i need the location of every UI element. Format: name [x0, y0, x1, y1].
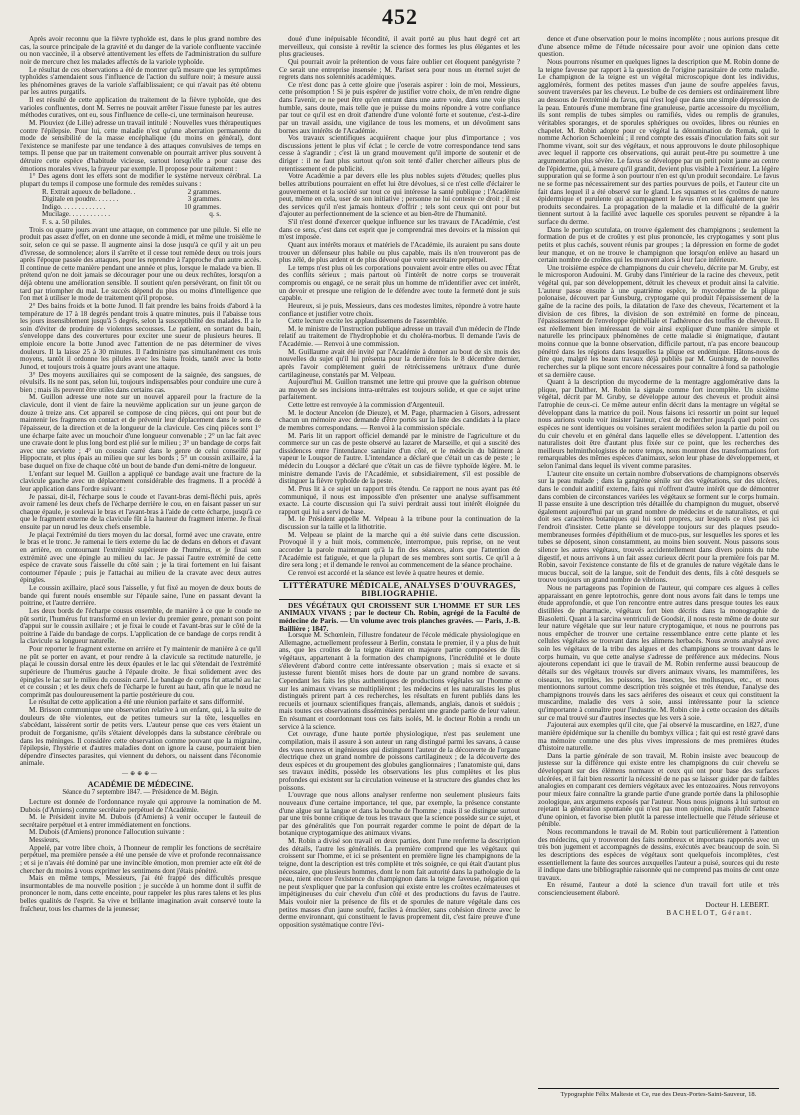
manager-signature: BACHELOT, Gérant.: [666, 909, 753, 918]
paragraph: M. le docteur Ancelon (de Dieuze), et M. Page, pharmacien à Gisors, adressent chacun un mémoire avec demande d'être portés sur la liste des candidats à la place de membres correspondans. — Renvoi à la commission spéciale.: [279, 408, 520, 432]
paragraph: Ce renvoi est accordé et la séance est levée à quatre heures et demie.: [288, 568, 484, 577]
paragraph: Les deux bords de l'écharpe cousus ensemble, de manière à ce que le coude ne pût sortir, l'humérus fut transformé en un levier du premier genre, prenant son point d'appui sur le coussin axillaire ; et je fixai le coude et l'avant-bras sur le côté de la poitrine à l'aide du bandage de corps. L'application de ce bandage de corps rendit à la clavicule sa longueur naturelle.: [20, 606, 261, 646]
paragraph: Quant à la description du mycoderme de la mentagre agglomérative dans la plique, par Dalther, M. Robin la signale comme fort incomplète. Un sixième végétal, décrit par M. Gruby, se développe autour des cheveux et produit ainsi l'atrophie de ceux-ci. Ce même auteur enfin décrit dans la mentagre un végétal se développant dans la matrice du poil. Nous faisons ici ressortir un point sur lequel nous aurions voulu voir insister l'auteur, c'est de rechercher jusqu'à quel point ces espèces ne sont identiques ou voisines seraient modifiées selon la partie du poil ou du cuir chevelu et en général dans laquelle elles se développent. L'attention des naturalistes doit être d'autant plus fixée sur ce point, que les recherches des meilleurs helminthologistes de notre temps, nous montrent des transformations fort remarquables des mêmes espèces d'animaux, selon leur phase de développement, et selon l'animal dans lequel ils vivent comme parasites.: [538, 378, 779, 470]
paragraph: S'il n'est donné d'exercer quelque influence sur les travaux de l'Académie, c'est dans ce sens, c'est dans cet esprit que je comprendrai mes devoirs et la mission qui m'est imposée.: [279, 218, 520, 242]
literature-section-banner: LITTÉRATURE MÉDICALE, ANALYSES D'OUVRAGES, BIBLIOGRAPHIE.: [279, 580, 520, 599]
column-1: [20, 36, 261, 1100]
paragraph: Heureux, si je puis, Messieurs, dans ces modestes limites, répondre à votre haute confiance et justifier votre choix.: [279, 301, 520, 318]
ingredient: Mucilage. . . . . . . . . . . .: [42, 210, 111, 219]
paragraph: Je passai, dit-il, l'écharpe sous le coude et l'avant-bras demi-fléchi puis, après avoir ramené les deux chefs de l'écharpe derrière le cou, en en faisant passer un sur chaque épaule, je soulevai le bras et l'avant-bras à l'aide de cette écharpe, jusqu'à ce que le fragment externe de la clavicule fût à la hauteur du fragment interne. Je fixai ensuite par un nœud les deux chefs ensemble.: [20, 492, 261, 531]
paragraph: M. le ministre de l'instruction publique adresse un travail d'un médecin de l'Inde relatif au traitement de l'hydrophobie et du choléra-morbus. Il demande l'avis de l'Académie. — Renvoi à une commission.: [279, 324, 520, 348]
paragraph: M. Guillaume avait été invité par l'Académie à donner au bout de six mois des nouvelles du sujet qu'il lui présenta pour la dernière fois le 8 décembre dernier, après l'avoir complètement guéri de rétrécissemens urétraux d'une durée cartilagineuse, constatés par M. Velpeau.: [279, 347, 520, 379]
paragraph: M. le Président invite M. Dubois (d'Amiens) à venir occuper le fauteuil de secrétaire perpétuel et à entrer immédiatement en fonctions.: [20, 813, 261, 829]
paragraph: Le résultat de ces observations a été de montrer qu'à mesure que les symptômes typhoïdes s'amendaient sous l'influence de l'action du sulfure noir; à mesure aussi les phénomènes graves de la variole s'affaiblissaient; ce qui n'avait pas été obtenu par les autres purgatifs.: [20, 65, 261, 97]
paragraph: Lecture est donnée de l'ordonnance royale qui approuve la nomination de M. Dubois (d'Amiens) comme secrétaire perpétuel de l'Académie.: [20, 797, 261, 814]
paragraph: Nous pourrons résumer en quelques lignes la description que M. Robin donne de la teigne faveuse par rapport à la question de l'origine parasitaire de cette maladie. Le champignon de la teigne est un végétal microscopique dont les individus, agglomérés, forment des petites masses d'un jaune de soufre appelées favus, souvent traversées par les cheveux. Le bulbe de ces derniers est ordinairement libre au dessous de l'extrémité du favus, qui n'est logé que dans une simple dépression de la peau. Entourés d'une membrane fine granuleuse, partie accessoire du mycélium, ils sont remplis de tubes simples ou ramifiés, vides ou remplis de granules, véritables sporanges, et de sporules sphériques ou ovoïdes, libres ou réunies en chapelet. M. Robin adopte pour ce végétal la dénomination de Remak, qui le nomme Achorion Schoenleini ; il rend compte des essais d'inoculation faits soit sur l'homme vivant, soit sur des végétaux, et nous approuvons le doute philosophique avec lequel il rapporte ces observations, qui aurait peut-être pu soumettre à une argumentation plus sévère. Le favus se développe par un petit point jaune au centre de l'épiderme, qui, à mesure qu'il grandit, devient plus visible à l'extérieur. La légère suppuration qui se forme à son pourtour n'en est qu'un produit secondaire. Le favus ne se forme pas nécessairement sur des parties pourvues de poils, et l'auteur cite un fait dans lequel il a été observé sur le gland. Les squames et les croûtes de nature épidermique et purulente qui accompagnent le favus n'en sont également que les produits secondaires. La propagation de la maladie et la difficulté de la guérir tiennent surtout à la facilité avec laquelle ces sporules peuvent se répandre à la surface du derme.: [538, 57, 779, 226]
paragraph: Mais en même temps, Messieurs, j'ai été frappé des difficultés presque insurmontables de ma nouvelle position ; je succède à un homme dont il suffit de prononcer le nom, dans cette enceinte, pour rappeler les plus rares talens et les plus belles qualités de l'esprit. Sa vive et brillante imagination avait conservé toute la fraîcheur, tous les charmes de la jeunesse;: [20, 874, 261, 913]
paragraph: dence et d'une observation pour le moins incomplète ; nous aurions presque dit d'une absence même de l'étude nécessaire pour avoir une opinion dans cette question.: [538, 36, 779, 59]
paragraph: Dans la partie générale de son travail, M. Robin insiste avec beaucoup de justesse sur la différence qui existe entre les champignons du cuir chevelu se développant sur des élémens normaux et ceux qui ont pour base des surfaces ulcérées, et il fait bien ressortir la nécessité de ne pas se laisser guider par de faibles analogies en comparant ces derniers végétaux avec les entozoaires. Nous renvoyons pour mieux faire connaître la grande partie d'une grande portée dans la philosophie zoologique, aux argumens exposés par l'auteur. Nous nous joignons à lui surtout en rejetant la génération spontanée qui n'est pas mon opinion, mais plutôt l'absence d'une opinion, et favorise bien plutôt la paresse intellectuelle que l'étude sérieuse et pénible.: [538, 751, 779, 829]
paragraph: M. le Président appelle M. Velpeau à la tribune pour la continuation de la discussion sur la taille et la lithotritie.: [279, 515, 520, 531]
paragraph: Aujourd'hui M. Guillon transmet une lettre qui prouve que la guérison obtenue au moyen de ses incisions intra-urétrales est toujours solide, et que ce sujet urine parfaitement.: [279, 378, 520, 402]
paragraph: Pour reporter le fragment externe en arrière et l'y maintenir de manière à ce qu'il ne pût se porter en avant, et pour rendre à la clavicule sa rectitude naturelle, je plaçai le coussin dorsal entre les deux épaules et le lac qui s'étendait de l'extrémité supérieure de l'humérus gauche à l'épaule droite. Je fixai solidement avec des épingles le lac sur le milieu du coussin carré. Le bandage de corps fut attaché au lac et ce coussin ; et les deux chefs de l'écharpe le furent au haut, afin que le nœud ne comprimât pas douloureusement la partie postérieure du cou.: [20, 645, 261, 699]
paragraph: Vos travaux scientifiques acquièrent chaque jour plus d'importance ; vos discussions jettent le plus vif éclat ; le cercle de votre correspondance tend sans cesse à s'agrandir ; c'est là un grand mouvement qu'il importe de soutenir et de diriger : il ne faut plus surtout qu'on soit tenté d'aller chercher ailleurs plus de retentissement et de publicité.: [279, 134, 520, 173]
paragraph: Il est résulté de cette application du traitement de la fièvre typhoïde, que des varioles confluentes, dont M. Serres ne pouvait arrêter l'issue funeste par les autres méthodes curatives, ont eu, sous l'influence de celle-ci, une terminaison heureuse.: [20, 96, 261, 120]
paragraph: 1° Des agens dont les effets sont de modifier le système nerveux cérébral. La plupart du temps il compose une formule des remèdes suivans :: [20, 172, 261, 188]
paragraph: M. Paris lit un rapport officiel demandé par le ministre de l'agriculture et du commerce sur un cas de peste observé au lazaret de Marseille, et qui a suscité des dissidences entre l'intendance sanitaire d'un côté, et le médecin du bâtiment à vapeur le Louqsor de l'autre. L'intendance a déclaré que c'était un cas de peste ; le médecin du Louqsor a déclaré que c'était un cas de fièvre typhoïde légère. M. le ministre demande l'avis de l'Académie, et subsidiairement, s'il est possible de distinguer la fièvre typhoïde de la peste.: [279, 431, 520, 486]
paragraph: En résumé, l'auteur a doté la science d'un travail fort utile et très consciencieusement élaboré.: [538, 881, 779, 897]
paragraph: M. Guillon adresse une note sur un nouvel appareil pour la fracture de la clavicule, dont il vient de faire la neuvième application sur un jeune garçon de douze à treize ans. Cet appareil se compose de cinq pièces, qui ont pour but de maintenir les fragmens en contact et de prévenir leur déplacement dans le sens de l'épaisseur, de la direction et de la longueur de la clavicule. Ces cinq pièces sont 1° une écharpe faite avec un mouchoir d'une longueur convenable ; 2° un lac fait avec une cravate dont le plus long bord est plié sur le milieu ; 3° un bandage de corps fait avec une serviette ; 4° un coussin carré dans le genre de celui conseillé par Hippocrate, et plus épais au milieu que sur les bords ; 5° un coussin axillaire, à la base duquel on fixe de chaque côté un bout de bande d'un demi-mètre de longueur.: [20, 393, 261, 470]
ingredient: R. Extrait aqueux de belladone. .: [42, 187, 136, 196]
paragraph: J'ajouterai aux exemples qu'il cite, que j'ai observé la muscardine, en 1827, d'une manière épidémique sur la chenille du bombyx villica ; fait qui est resté gravé dans ma mémoire comme une des plus vives impressions de mes premières études d'histoire naturelle.: [538, 721, 779, 753]
section-separator: —⊕⊕⊕—: [121, 771, 160, 777]
paragraph: L'ouvrage que nous allons analyser renferme non seulement plusieurs faits nouveaux d'une certaine importance, tel que, par exemple, la présence constante d'une algue sur la langue et dans la bouche de l'homme ; mais il se distingue surtout par une très bonne critique de tous les travaux que la science possède sur ce sujet, et par des généralités que l'on pourrait regarder comme le point de départ de la botanique cryptogamique des animaux vivans.: [279, 791, 520, 838]
paragraph: M. Dubois (d'Amiens) prononce l'allocution suivante :: [29, 828, 185, 837]
paragraph: Le résultat de cette application a été une réunion parfaite et sans difformité.: [29, 698, 245, 707]
dose: q. s.: [209, 210, 221, 219]
paragraph: Votre Académie a par devers elle les plus nobles sujets d'études; quelles plus belles attributions pourraient en effet lui être dévolues, si ce n'est celle d'éclairer le gouvernement et la société sur tout ce qui intéresse la santé publique ; l'Académie peut, même en cela, user de son initiative ; personne ne lui conteste ce droit ; il est des services qu'il n'est jamais honteux d'offrir ; tels sont ceux qui ont pour but d'ajouter au perfectionnement de la science et au bien-être de l'humanité.: [279, 172, 520, 219]
section-subtitle: Séance du 7 septembre 1847. — Présidence de M. Bégin.: [62, 789, 219, 797]
paragraph: M. Prus lit à ce sujet un rapport très étendu. Ce rapport ne nous ayant pas été communiqué, il nous est impossible d'en présenter une analyse suffisamment exacte. La courte discussion qui l'a suivi perdrait aussi tout intérêt éloignée du rapport qui lui a servi de base.: [279, 484, 520, 516]
paragraph: Nous recommandons le travail de M. Robin tout particulièrement à l'attention des médecins, qui y trouveront des faits nombreux et importans rapportés avec un très bon jugement et accompagnés de dessins, exécutés avec beaucoup de soin. Si les descriptions des espèces de végétaux sont quelquefois incomplètes, c'est essentiellement la faute des sources auxquelles l'auteur a puisé, sources qui du reste il indique dans une bibliographie raisonnée qui ne comprend pas moins de cent onze travaux.: [538, 828, 779, 882]
paragraph: Dans le porrigo scutulata, on trouve également des champignons ; seulement la formation de pus et de croûtes y est plus prononcée, les cryptogames y sont plus petits et plus cachés, souvent réunis par groupes ; la dépression en forme de godet leur manque, et on ne trouve le champignon que lorsqu'on enlève au hasard un certain nombre de croûtes qui les mouvent alors à leur face inférieure.: [538, 225, 779, 265]
paragraph: Qui pourrait avoir la prétention de vous faire oublier cet éloquent panégyriste ? Ce serait une entreprise insensée ; M. Pariset sera pour nous un éternel sujet de regrets dans nos solennités académiques.: [279, 57, 520, 82]
paragraph: 3° Des moyens auxiliaires qui se composent de la saignée, des sangsues, de révulsifs. Ils ne sont pas, selon lui, toujours indispensables pour conduire une cure à bien ; mais ils peuvent être utiles dans certains cas.: [20, 370, 261, 394]
paragraph: M. Velpeau se plaint de la marche qui a été suivie dans cette discussion. Provoqué il y a huit mois, commencée, interrompue, puis reprise, on ne veut accorder la parole maintenant qu'à la fin des séances, alors que l'attention de l'Académie est fatiguée, et que la plupart de ses membres sont sortis. Ce qu'il a à dire sera long ; et il demande le renvoi au commencement de la séance prochaine.: [279, 530, 520, 570]
paragraph: 2° Des bains froids et la botte Junod. Il fait prendre les bains froids d'abord à la température de 17 à 18 degrés pendant trois à quatre minutes, puis il l'abaisse tous les jours insensiblement jusqu'à 5 degrés, selon la susceptibilité des malades. Il a le soin d'éviter de produire de violentes secousses. Le patient, en sortant du bain, s'enveloppe dans des couvertures pour exciter une sueur de plusieurs heures. Il emploie encore la botte Junod avec l'attention de ne pas déterminer de vives douleurs. Il la laisse 25 à 30 minutes. Il l'administre pas simultanément ces trois moyens, tantôt il ordonne les pilules avec les bains froids, tantôt avec la botte Junod, et toujours trois à quatre jours avant une attaque.: [20, 301, 261, 371]
author-signature: Docteur H. LEBERT.: [705, 899, 769, 909]
paragraph: M. Robin a divisé son travail en deux parties, dont l'une renferme la description des détails, l'autre les généralités. La première comprend que les végétaux qui croissent sur l'homme, et ici se présentent en première ligne les champignons de la teigne, dont la description est très complète et très soignée, ce qui était d'autant plus nécessaire, que plusieurs hommes, dont le nom fait autorité dans la pathologie de la peau, nient encore l'existence du champignon dans la teigne faveuse, négation qui ne peut s'expliquer que par la confusion qui existe entre les croûtes eczémateuses et impétigineuses du cuir chevelu d'un côté et des productions du favus de l'autre. Mais vouloir nier la présence de fils et de sporules de nature végétale dans ces petites masses d'un jaune soufré, faciles à énucléer, sans cohésion directe avec le derme environnant, qui constituent le favus proprement dit, c'est faire preuve d'une opposition systématique contre l'évi-: [279, 837, 520, 929]
paragraph: Le temps n'est plus où les corporations pouvaient avoir entre elles ou avec l'État des conflits sérieux ; mais partout où l'intérêt de notre corps se trouverait compromis ou engagé, ce ne serait plus un homme de m'identifier avec cet intérêt, un devoir et presque une religion de le défendre avec toute la fermeté dont je suis capable.: [279, 263, 520, 303]
ingredient: Digitale en poudre. . . . . . .: [42, 195, 119, 204]
paragraph: Cette lettre est renvoyée à la commission d'Argenteuil.: [288, 401, 445, 409]
paragraph: Après avoir reconnu que la fièvre typhoïde est, dans le plus grand nombre des cas, la source principale de la gravité et du danger de la variole confluente vaccinée ou non vaccinée, il a observé attentivement les effets de l'administration du sulfure noir de mercure chez les malades affectés de la variole typhoïde.: [20, 36, 261, 66]
dose: 2 grammes.: [187, 187, 221, 196]
printer-footer: Typographie Félix Malteste et Ce, rue des Deux-Portes-Saint-Sauveur, 18.: [538, 1088, 779, 1098]
paragraph: Lorsque M. Schœnlein, l'illustre fondateur de l'école médicale physiologique en Allemagne, actuellement professeur à Berlin, constata le premier, il y a plus de huit ans, que les croûtes de la teigne étaient en majeure partie composées de fils végétaux, appartenant à la formation des champignons, l'incrédulité et le doute s'élevèrent d'abord contre cette intéressante observation ; mais si exacte et si justesse furent bientôt mises hors de doute par un grand nombre de savans. Cependant les faits les plus authentiques de productions végétales sur l'homme et sur les animaux vivans se multiplièrent ; les médecins et les naturalistes les plus distingués prirent part à ces recherches, les résultats en furent publiés dans les recueils et journaux scientifiques français, allemands, anglais, danois et suédois ; mais toutes ces observations disséminées perdaient une grande partie de leur valeur. En résumant et coordonnant tous ces faits isolés, M. le docteur Robin a rendu un service à la science.: [279, 631, 520, 731]
paragraph: Je plaçai l'extrémité du tiers moyen du lac dorsal, formé avec une cravate, entre le bras et le tronc. Je ramenai le tiers externe du lac de dedans en dehors et d'avant en arrière, en contournant l'extrémité supérieure de l'humérus, et je fixai son extrémité avec une épingle au milieu du lac. Je passai l'autre extrémité de cette espèce de cravate sous l'aisselle du côté sain ; je la tirai fortement en lui faisant contourner l'épaule ; puis je l'attachai au milieu de la cravate avec deux autres épingles.: [20, 530, 261, 585]
paragraph: Appelé, par votre libre choix, à l'honneur de remplir les fonctions de secrétaire perpétuel, ma première pensée a été une pensée de vive et profonde reconnaissance ; et si je n'avais été dominé par une invincible émotion, mon premier acte eût été de chercher du moins à vous exprimer les sentimens dont j'étais pénétré.: [20, 843, 261, 875]
ingredient: F. s. a. 50 pilules.: [42, 218, 92, 226]
paragraph: Cette lecture excite les applaudissemens de l'assemblée.: [288, 317, 448, 326]
paragraph: Quant aux intérêts moraux et matériels de l'Académie, ils auraient pu sans doute trouver un défenseur plus habile ou plus capable, mais ils n'en trouveront pas de plus zélé, de plus ardent et de plus dévoué que votre secrétaire perpétuel.: [279, 240, 520, 265]
section-title: ACADÉMIE DE MÉDECINE.: [87, 779, 194, 789]
ingredient: Indigo. . . . . . . . . . . . .: [42, 202, 106, 211]
paragraph: Ce n'est donc pas à cette gloire que j'oserais aspirer : loin de moi, Messieurs, cette présomption ! Si je puis espérer de justifier votre choix, de m'en rendre digne dans l'avenir, ce ne peut être qu'en entrant dans une autre voie, dans une voie plus humble, sans doute, mais telle que je puisse du moins répondre à votre confiance par tout ce qu'il est en droit d'attendre d'une volonté forte et soutenue, c'est-à-dire par un travail assidu, une vigilance de tous les momens, et un dévoûment sans bornes aux intérêts de l'Académie.: [279, 80, 520, 135]
paragraph: Une troisième espèce de champignons du cuir chevelu, décrite par M. Gruby, est le microsporon Audouini. M. Gruby dans l'intérieur de la racine des cheveux, petit végétal qui, par son développement, détruit les cheveux et produit ainsi la calvitie. L'auteur passe ensuite à une quatrième espèce, le mycoderme de la plique polonaise, découvert par Gunsburg, cryptogame qui produit l'épaississement de la gaîne de la racine des poils, la dilatation de l'axe des cheveux, l'écartement et la division de ces fibres, la division de son extrémité en forme de pinceau, l'épaississement de l'enveloppe épithéliale et l'adhérence des touffes de cheveux. Il est réellement bien intéressant de voir ainsi expliquer d'une manière simple et naturelle les principaux phénomènes de cette maladie si énigmatique, d'autant moins connue que la bonne observation, difficile partout, n'a pas encore beaucoup pénétré dans les régions dans lesquelles la plique est endémique. Hâtons-nous de dire que, malgré les beaux travaux déjà publiés par M. Gunsburg, de nouvelles recherches sur la plique sont encore nécessaires pour connaître à fond sa pathologie et sa dernière cause.: [538, 263, 779, 379]
book-reference: DES VÉGÉTAUX QUI CROISSENT SUR L'HOMME ET SUR LES ANIMAUX VIVANS ; par le docteur Ch. Robin, agrégé de la Faculté de médecine de Paris. — Un volume avec trois planches gravées. — Paris, J.-B. Baillière ; 1847.: [279, 600, 520, 633]
column-3: [538, 36, 779, 1084]
paragraph: M. Brisson communique une observation relative à un enfant, qui, à la suite de douleurs de tête violentes, eut de petites tumeurs sur la tête, lesquelles en s'abcédant, laissèrent sortir de petits vers. L'auteur pense que ces vers étaient un produit de l'organisme, qu'ils s'étaient développés dans la substance cérébrale ou dans les méninges. Il considère cette observation comme pouvant que la migraine, l'épilepsie, l'hystérie et d'autres maladies dont on ignore la cause, pourraient bien dépendre d'insectes parasites, qui viennent du dehors, ou naissent dans l'économie animale.: [20, 706, 261, 768]
dose: 10 grammes.: [184, 202, 221, 211]
paragraph: Le coussin axillaire, placé sous l'aisselle, y fut fixé au moyen de deux bouts de bande qui furent noués ensemble sur l'épaule saine, l'une en passant devant la poitrine, et l'autre derrière.: [20, 584, 261, 608]
paragraph: Trois ou quatre jours avant une attaque, on commence par une pilule. Si elle ne produit pas assez d'effet, on en donne une seconde à midi, et même une troisième le soir, selon ce qui se passe. Il augmente ainsi la dose jusqu'à ce qu'il y ait un peu d'ivresse, de somnolence; alors il s'arrête et il cesse tout remède deux ou trois jours après l'époque passée des attaques, pour les reprendre à l'approche d'un autre accès. Il continue de cette manière pendant une année et plus, lorsque le malade va bien. Il prétend qu'on ne doit jamais se décourager pour une ou deux rechûtes, lorsqu'on a déjà obtenu une amélioration sensible. Il soutient qu'en persévérant, on finit tôt ou tard par triompher du mal. Le succès dépend du plus ou moins d'intelligence que l'on met à utiliser le mode de traitement qu'il propose.: [20, 225, 261, 303]
paragraph: L'enfant sur lequel M. Guillon a appliqué ce bandage avait une fracture de la clavicule gauche avec un déplacement considérable des fragmens. Il a procédé à leur application dans l'ordre suivant :: [20, 469, 261, 493]
paragraph: M. Plouviez (de Lille) adresse un travail intitulé : Nouvelles vues thérapeutiques contre l'épilepsie. Pour lui, cette maladie n'est qu'une aberration permanente du mode de sensibilité de la masse encéphalique (du moins en général), dont l'existence se manifeste par une tendance à des attaques convulsives de temps en temps. Il pense que par un traitement convenable on pourrait arriver plus souvent à détruire cette espèce d'habitude vicieuse, surtout lorsqu'elle a pour cause des émotions morales vives, la frayeur par exemple. Il propose pour traitement :: [20, 118, 261, 173]
column-2: [279, 36, 520, 1100]
paragraph: Messieurs,: [29, 836, 60, 844]
dose: 3 grammes.: [187, 195, 221, 204]
paragraph: doué d'une inépuisable fécondité, il avait porté au plus haut degré cet art merveilleux, qui consiste à revêtir la science des formes les plus élégantes et les plus gracieuses.: [279, 36, 520, 59]
prescription-formula: [42, 189, 261, 227]
paragraph: L'auteur cite ensuite un certain nombre d'observations de champignons observés sur la peau malade ; dans la gangrène sénile sur des végétations, sur des ulcères, dans le conduit auditif externe, faits qui n'offrent d'autre intérêt que de démontrer dans combien de circonstances variées les végétaux se forment sur le corps humain. Il passe ensuite à une description très détaillée du champignon du muguet, observé également aujourd'hui par un grand nombre de médecins et de naturalistes, et qui doit ses caractères botaniques qui lui sont propres, sur lesquels ce n'est pas ici l'endroit d'insister. Cette plante se développe toujours sur des plaques pseudo-membraneuses formées d'épithélium et de muco-pus, sur lesquelles les spores et les tubes se déposent, sinon constamment, au moins bien souvent. Nous passons sous silence les autres végétaux, trouvés accidentellement dans divers points du tube digestif, et nous arrivons à un fait assez curieux décrit pour la première fois par M. Robin, savoir l'existence constante de fils et de granules de nature végétale dans le mucus buccal, soit de la langue, soit de l'enduit des dents, fils à côté desquels se trouve toujours un grand nombre de vibrions.: [538, 469, 779, 585]
paragraph: Cet ouvrage, d'une haute portée physiologique, n'est pas seulement une compilation, mais il assure à son auteur un rang distingué parmi les savans, à cause des vues neuves et ingénieuses qui distinguent l'auteur de la découverte de l'organe électrique chez un grand nombre de poissons cartilagineux ; de la découverte des deux espèces et du groupement des globules ganglionnaires ; l'anatomiste qui, dans ses travaux inédits, possède les observations les plus complètes et les plus profondes qui existent sur la circulation veineuse et la structure des glandes chez les poissons.: [279, 730, 520, 792]
page-number: 452: [382, 4, 418, 29]
paragraph: Nous ne partageons pas l'opinion de l'auteur, qui compare ces algues à celles apparaissant en genre leptotrochis, genre dont nous avons fait dans le temps une étude approfondie, et que l'on rencontre entre autres dans presque toutes les eaux distillées de pharmacie, végétaux fort bien décrits dans la monographie de Biasoletti. Quant à la sarcina ventriculi de Goodsir, il nous reste même de doute sur leur nature végétale que sur leur nature cryptogamique, et nous ne pourrons pas nous empêcher de trouver une certaine ressemblance entre cette plante et les cellules végétales se trouvant dans les alimens herbacés. Nous avons analysé avec soin les végétaux de la tribu des algues et des champignons se trouvant dans le corps humain, vu que cette analyse s'adresse de préférence aux médecins. Nous ajouterons cependant ici que le travail de M. Robin renferme aussi beaucoup de détails sur des végétaux trouvés sur divers animaux vivans, les mammifères, les oiseaux, les reptiles, les poissons, les insectes, les mollusques, etc., et nous mentionnons surtout comme description très soignée et très étendue, l'analyse des champignons trouvés dans les sacs aériferes des oiseaux et ceux qui constituent la muscardine, maladie des vers à soie, aussi intéressante pour la science qu'importante à connaître pour l'industrie. M. Robin cite à cette occasion des détails sur ce mal trouvé sur d'autres insectes que les vers à soie.: [538, 584, 779, 722]
